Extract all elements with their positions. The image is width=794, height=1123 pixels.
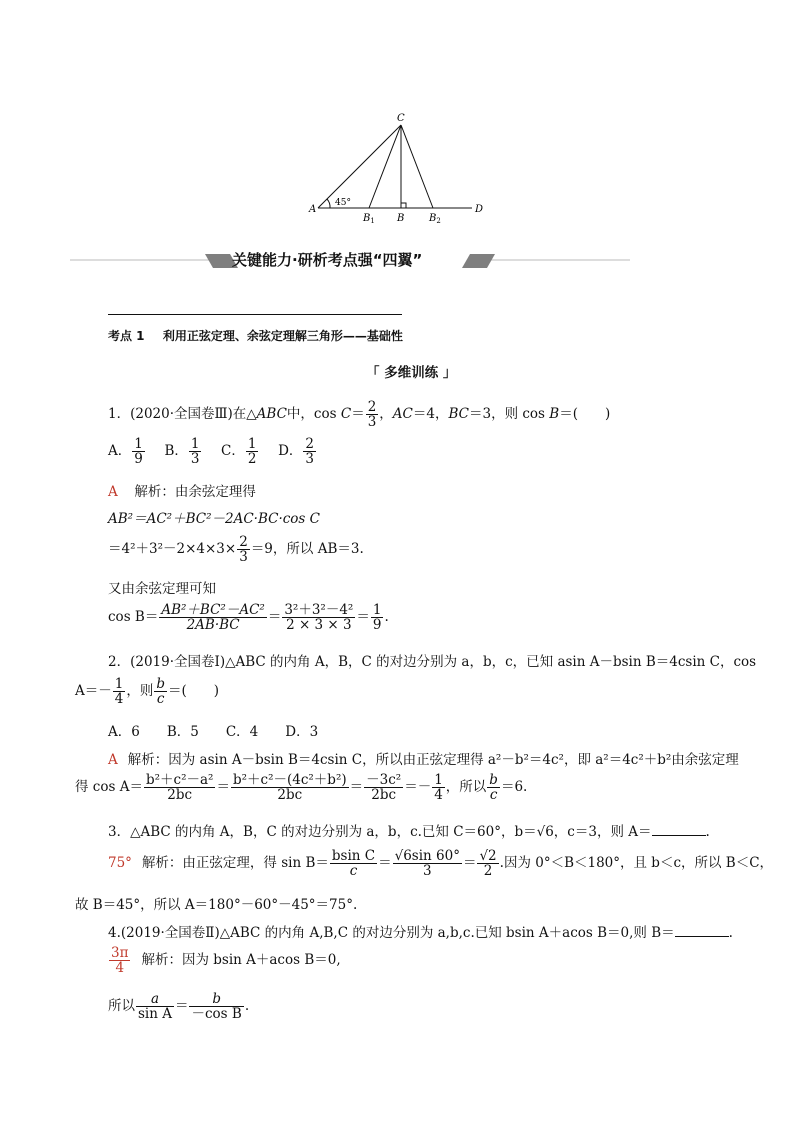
q1-option-a: A． $\frac{1}{9}$ [108,436,143,468]
topic-label: 考点 1 [108,329,145,343]
q2-stem1: 2．(2019·全国卷Ⅰ)△ABC 的内角 A，B，C 的对边分别为 a，b，c，已知 asin A－bsin B＝4csin C，cos [108,654,757,670]
q3-sol1: 75° 解析：由正弦定理，得 sin B＝ $\frac{\text{bsin C}}{c}$ ＝ $\frac{√6\sin 60^\circ}{3}$ ＝ $\frac{√2}{2}$ .因为 0°＜B＜180°，且 b＜c，所以 B＜C， [108,848,774,880]
q2-options: A．6 B．5 C．4 D．3 [108,724,319,740]
topic-title: 利用正弦定理、余弦定理解三角形—— [162,329,367,343]
q1-answer-line: A 解析：由余弦定理得 [108,484,256,500]
q1-option-c: C． $\frac{1}{2}$ [221,436,257,468]
label-b1: $B_1$ [363,213,375,225]
q1-line2: ＝4²＋3²－2×4×3× $\frac{2}{3}$ ＝9，所以 AB＝3. [108,534,364,566]
banner-title: 关键能力·研析考点强“四翼” [232,251,423,269]
q4-stem: 4.(2019·全国卷Ⅱ)△ABC 的内角 A,B,C 的对边分别为 a,b,c.已知 bsin A＋acos B＝0,则 B＝ . [108,925,733,941]
q1-line4: cos B＝ $\frac{\text{AB²＋BC²－AC²}}{2AB\cdot BC}$ ＝ $\frac{\text{3²＋3²－4²}}{2 \times 3 \times 3}$ ＝ $\frac{1}{9}$ . [108,602,389,634]
q1-stem: 1．(2020·全国卷Ⅲ)在△ABC中，cos C＝ $\frac{2}{3}$ ，AC＝4，BC＝3，则 cos B＝( ) [108,399,611,431]
q4-sol1: $\frac{3\pi}{4}$ 解析：因为 bsin A＋acos B＝0, [111,945,341,977]
q1-line3: 又由余弦定理可知 [108,581,216,597]
label-c: C [397,113,405,124]
q3-answer: 75° [108,855,132,872]
q3-sol2: 故 B＝45°，所以 A＝180°－60°－45°＝75°. [75,897,358,913]
q2-answer: A [108,752,118,768]
q3-stem: 3．△ABC 的内角 A，B，C 的对边分别为 a，b，c.已知 C＝60°，b＝√6，c＝3，则 A＝ . [108,824,710,840]
q1-option-d: D． $\frac{2}{3}$ [278,436,314,468]
label-angle: 45° [335,198,351,208]
label-b2: $B_2$ [429,213,441,225]
label-a: A [309,204,317,215]
section-banner [70,248,630,272]
q1-frac: $\frac{2}{3}$ [367,399,377,431]
label-d: D [475,204,484,215]
q1-line1: AB²＝AC²＋BC²－2AC·BC·cos C [108,511,320,527]
q3-answer-blank [652,823,706,836]
topic-tag: 基础性 [366,329,403,343]
triangle-figure [300,108,500,226]
q1-options [108,437,317,466]
label-b: B [397,213,405,224]
q2-stem2: A＝－ $\frac{1}{4}$ ，则 $\frac{b}{c}$ ＝( ) [75,676,220,708]
q4-answer: $\frac{3\pi}{4}$ [111,945,129,977]
q1-answer: A [108,484,118,500]
section-title: 「 多维训练 」 [366,365,457,381]
q2-sol2: 得 cos A＝ $\frac{\text{b²＋c²－a²}}{2bc}$ ＝ $\frac{\text{b²＋c²－(4c²＋b²)}}{2bc}$ ＝ $\frac{\text{－3c²}}{2bc}$ ＝－ $\frac{1}{4}$ ，所以 $\frac{b}{c}$ ＝6. [75,772,528,804]
q2-sol1: A 解析：因为 asin A－bsin B＝4csin C，所以由正弦定理得 a²－b²＝4c²，即 a²＝4c²＋b²由余弦定理 [108,752,739,768]
q4-answer-blank [675,924,729,937]
topic-rule [108,314,402,315]
topic-heading [108,327,403,344]
q1-option-b: B． $\frac{1}{3}$ [164,436,200,468]
q4-sol2: 所以 $\frac{a}{\text{sin A}}$ ＝ $\frac{b}{\text{－cos B}}$ . [108,991,250,1023]
